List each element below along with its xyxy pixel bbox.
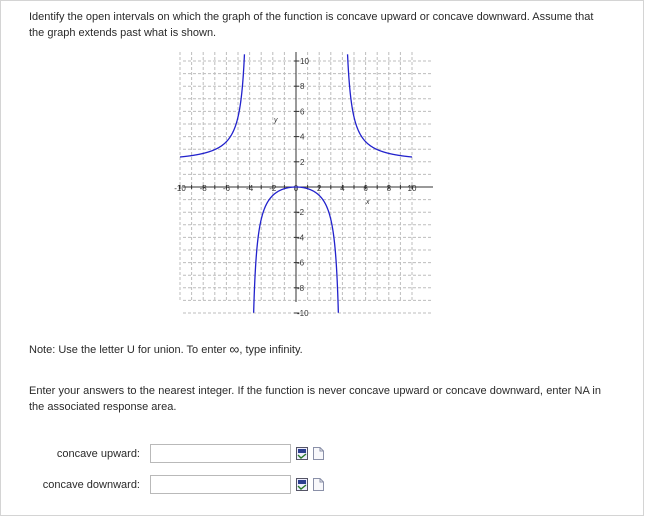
infinity-symbol: ∞ (229, 341, 240, 357)
formula-preview-icon[interactable] (296, 447, 308, 465)
x-tick-label: 8 (386, 184, 392, 193)
y-axis-label: y (274, 117, 278, 124)
function-graph (174, 46, 438, 318)
document-help-icon[interactable] (313, 447, 324, 465)
y-tick-label: -10 (297, 309, 309, 318)
x-tick-label: 0 (293, 184, 299, 193)
x-tick-label: -6 (222, 184, 230, 193)
note-prefix: Note: Use the letter U for union. To enter (29, 344, 230, 356)
curve-left-branch (180, 54, 244, 157)
x-tick-label: 4 (340, 184, 345, 193)
x-tick-label: -8 (199, 184, 207, 193)
x-tick-label: -4 (246, 184, 254, 193)
concave-upward-row (0, 444, 646, 466)
y-tick-label: -6 (297, 258, 305, 268)
graph-grid (180, 52, 433, 313)
formula-preview-icon[interactable] (296, 478, 308, 496)
concave-downward-label: concave downward: (42, 479, 140, 491)
concave-upward-label: concave upward: (56, 448, 140, 460)
concave-upward-input[interactable] (150, 444, 291, 463)
concave-downward-input[interactable] (150, 475, 291, 494)
x-tick-label: 6 (363, 184, 368, 193)
y-tick-label: 6 (300, 107, 305, 117)
x-tick-label: 2 (316, 184, 322, 193)
y-tick-label: -8 (297, 283, 305, 293)
y-tick-label: -4 (297, 233, 305, 243)
y-tick-label: 4 (300, 132, 305, 142)
note-suffix: , type infinity. (239, 344, 303, 356)
y-tick-label: -2 (297, 208, 305, 218)
document-help-icon[interactable] (313, 478, 324, 496)
graph-axes (180, 52, 433, 313)
y-tick-label: 2 (300, 157, 305, 167)
union-note (29, 341, 303, 357)
x-tick-label: -2 (269, 184, 277, 193)
y-tick-label: 10 (300, 57, 309, 66)
curve-right-branch (348, 54, 412, 157)
x-axis-label: x (366, 199, 370, 206)
question-text: Identify the open intervals on which the graph of the function is concave upward or concave downward. Assume that the graph extends past what is shown. (29, 11, 594, 39)
concave-downward-row (0, 475, 646, 497)
x-tick-label: -10 (174, 184, 186, 193)
answer-instructions: Enter your answers to the nearest integer. If the function is never concave upward or concave downward, enter NA in the associated response area. (29, 385, 601, 413)
x-tick-label: 10 (407, 184, 417, 193)
y-tick-label: 8 (300, 82, 305, 92)
